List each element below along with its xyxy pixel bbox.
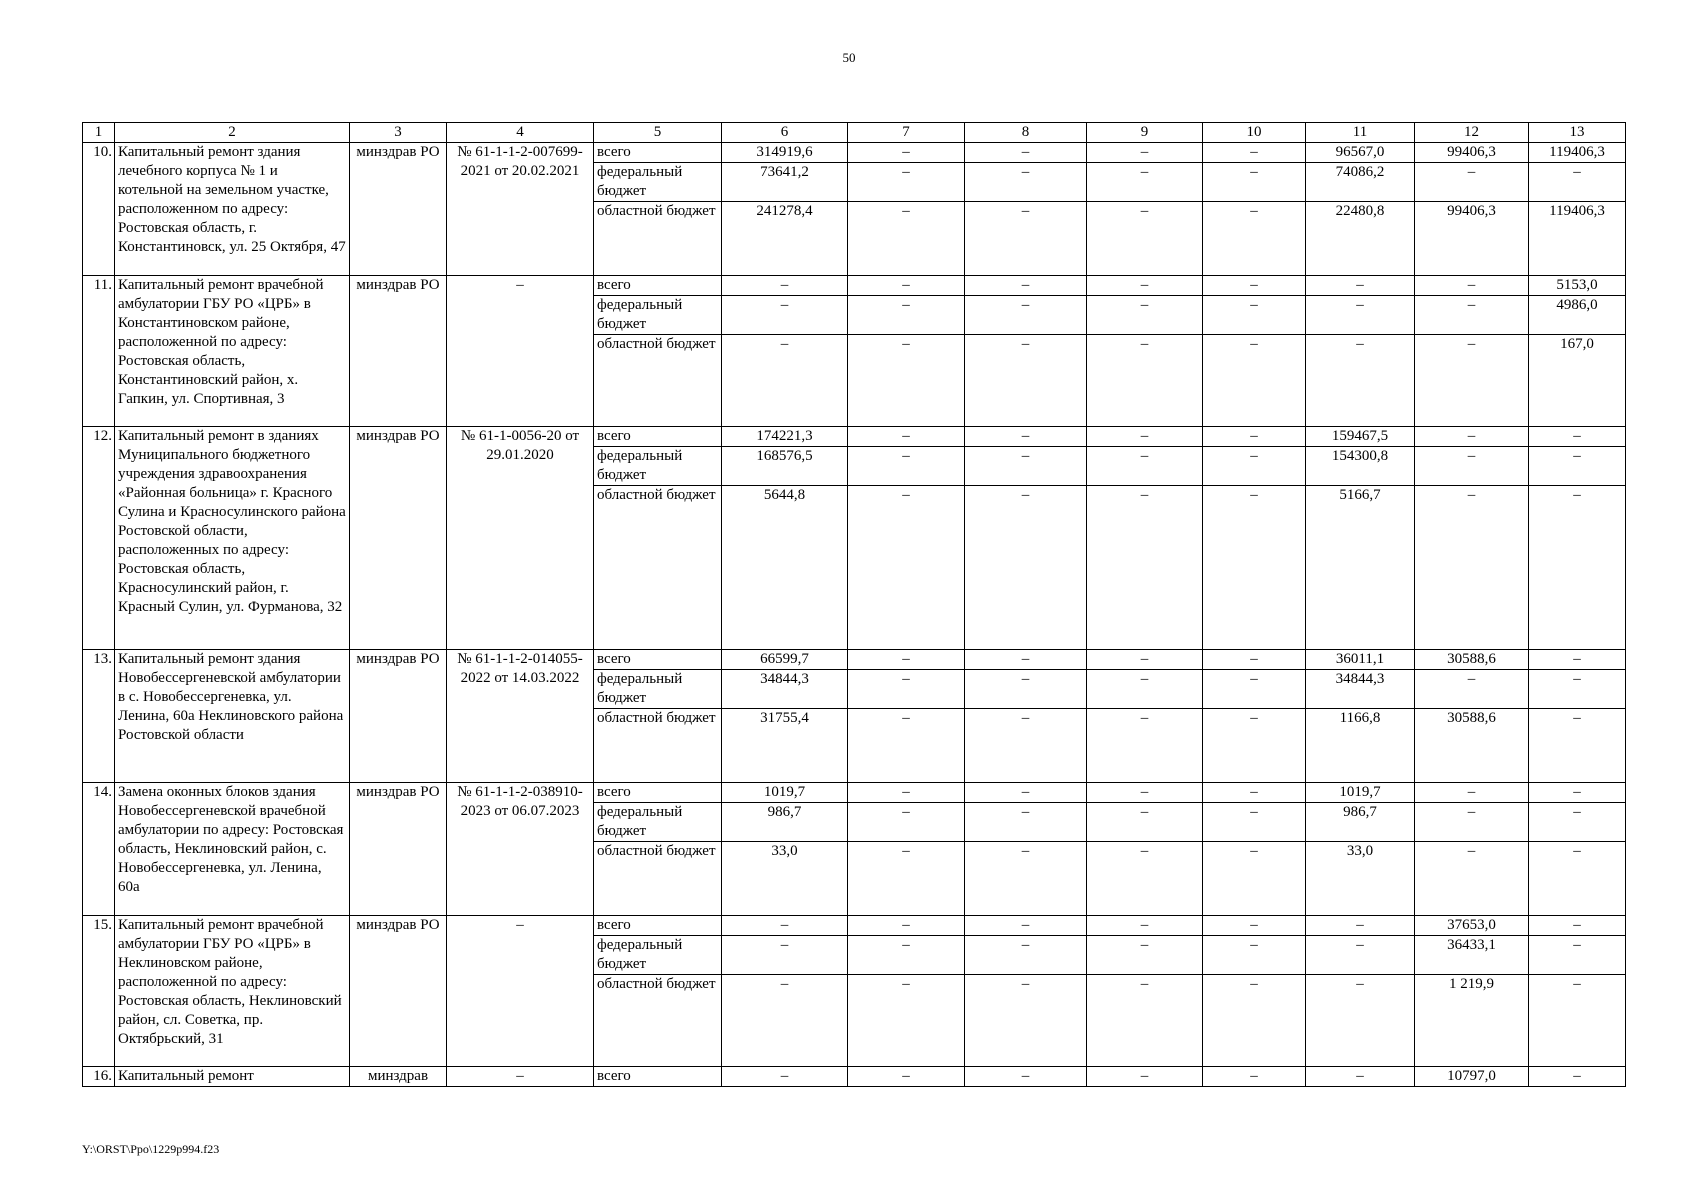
amount-cell: 99406,3	[1415, 143, 1529, 163]
object-name: Замена оконных блоков здания Новобессергеневской врачебной амбулатории по адресу: Ростовская область, Неклиновский район, с. Новобессергеневка, ул. Ленина, 60а	[115, 783, 350, 916]
agency: минздрав РО	[350, 650, 447, 783]
file-path: Y:\ORST\Ppo\1229p994.f23	[82, 1142, 220, 1156]
amount-cell: 96567,0	[1306, 143, 1415, 163]
amount-cell: –	[1087, 916, 1203, 936]
amount-cell: –	[848, 1067, 965, 1087]
amount-cell: –	[848, 936, 965, 975]
amount-cell: –	[848, 486, 965, 650]
amount-cell: –	[965, 486, 1087, 650]
amount-cell: –	[1415, 296, 1529, 335]
amount-cell: –	[1203, 335, 1306, 427]
funding-source: всего	[594, 916, 722, 936]
amount-cell: –	[1087, 803, 1203, 842]
amount-cell: –	[1415, 842, 1529, 916]
column-number: 13	[1529, 123, 1626, 143]
amount-cell: 5153,0	[1529, 276, 1626, 296]
amount-cell: –	[722, 1067, 848, 1087]
amount-cell: –	[1415, 335, 1529, 427]
amount-cell: –	[1203, 202, 1306, 276]
funding-source: областной бюджет	[594, 842, 722, 916]
amount-cell: 168576,5	[722, 447, 848, 486]
amount-cell: –	[965, 709, 1087, 783]
amount-cell: –	[1203, 143, 1306, 163]
amount-cell: 34844,3	[722, 670, 848, 709]
amount-cell: 31755,4	[722, 709, 848, 783]
amount-cell: –	[1529, 650, 1626, 670]
object-name: Капитальный ремонт в зданиях Муниципального бюджетного учреждения здравоохранения «Районная больница» г. Красного Сулина и Красносулинского района Ростовской области, расположенных по адресу: Ростовская область, Красносулинский район, г. Красный Сулин, ул. Фурманова, 32	[115, 427, 350, 650]
amount-cell: –	[965, 296, 1087, 335]
amount-cell: –	[848, 842, 965, 916]
amount-cell: –	[848, 202, 965, 276]
amount-cell: –	[965, 427, 1087, 447]
table-row	[83, 1067, 1626, 1087]
amount-cell: –	[1415, 783, 1529, 803]
object-name: Капитальный ремонт здания лечебного корпуса № 1 и котельной на земельном участке, расположенном по адресу: Ростовская область, г. Константиновск, ул. 25 Октября, 47	[115, 143, 350, 276]
column-number: 11	[1306, 123, 1415, 143]
amount-cell: –	[965, 447, 1087, 486]
amount-cell: 119406,3	[1529, 143, 1626, 163]
funding-source: всего	[594, 650, 722, 670]
amount-cell: –	[1203, 296, 1306, 335]
amount-cell: –	[1087, 427, 1203, 447]
column-number-row	[83, 123, 1626, 143]
amount-cell: –	[848, 447, 965, 486]
amount-cell: –	[1203, 783, 1306, 803]
amount-cell: 74086,2	[1306, 163, 1415, 202]
column-number: 7	[848, 123, 965, 143]
amount-cell: –	[722, 975, 848, 1067]
amount-cell: –	[1529, 975, 1626, 1067]
column-number: 4	[447, 123, 594, 143]
amount-cell: –	[1087, 1067, 1203, 1087]
amount-cell: –	[1529, 783, 1626, 803]
object-name: Капитальный ремонт	[115, 1067, 350, 1087]
amount-cell: 66599,7	[722, 650, 848, 670]
amount-cell: –	[965, 1067, 1087, 1087]
amount-cell: 37653,0	[1415, 916, 1529, 936]
amount-cell: –	[848, 803, 965, 842]
amount-cell: 1019,7	[1306, 783, 1415, 803]
amount-cell: 73641,2	[722, 163, 848, 202]
amount-cell: 154300,8	[1306, 447, 1415, 486]
amount-cell: –	[1087, 486, 1203, 650]
amount-cell: 22480,8	[1306, 202, 1415, 276]
amount-cell: –	[1087, 709, 1203, 783]
agency: минздрав	[350, 1067, 447, 1087]
amount-cell: 1 219,9	[1415, 975, 1529, 1067]
amount-cell: –	[1306, 296, 1415, 335]
amount-cell: –	[848, 975, 965, 1067]
amount-cell: –	[1306, 276, 1415, 296]
amount-cell: –	[848, 335, 965, 427]
amount-cell: 30588,6	[1415, 650, 1529, 670]
amount-cell: –	[1529, 670, 1626, 709]
document-number: № 61-1-1-2-038910-2023 от 06.07.2023	[447, 783, 594, 916]
amount-cell: 986,7	[722, 803, 848, 842]
table-row	[83, 427, 1626, 447]
amount-cell: –	[1529, 842, 1626, 916]
document-number: –	[447, 916, 594, 1067]
amount-cell: –	[1529, 709, 1626, 783]
amount-cell: –	[965, 276, 1087, 296]
amount-cell: –	[1087, 276, 1203, 296]
agency: минздрав РО	[350, 783, 447, 916]
agency: минздрав РО	[350, 916, 447, 1067]
amount-cell: 36433,1	[1415, 936, 1529, 975]
amount-cell: –	[1087, 783, 1203, 803]
amount-cell: –	[722, 335, 848, 427]
amount-cell: 4986,0	[1529, 296, 1626, 335]
agency: минздрав РО	[350, 427, 447, 650]
item-number: 11.	[83, 276, 115, 427]
column-number: 5	[594, 123, 722, 143]
funding-source: всего	[594, 1067, 722, 1087]
amount-cell: –	[1203, 842, 1306, 916]
amount-cell: –	[965, 143, 1087, 163]
amount-cell: –	[1087, 143, 1203, 163]
item-number: 10.	[83, 143, 115, 276]
funding-source: федеральный бюджет	[594, 447, 722, 486]
column-number: 8	[965, 123, 1087, 143]
amount-cell: –	[848, 709, 965, 783]
amount-cell: –	[1529, 936, 1626, 975]
funding-source: всего	[594, 427, 722, 447]
document-number: –	[447, 276, 594, 427]
amount-cell: –	[1306, 335, 1415, 427]
amount-cell: –	[1203, 163, 1306, 202]
column-number: 3	[350, 123, 447, 143]
amount-cell: –	[1203, 975, 1306, 1067]
document-number: –	[447, 1067, 594, 1087]
item-number: 15.	[83, 916, 115, 1067]
amount-cell: –	[1087, 670, 1203, 709]
amount-cell: 33,0	[1306, 842, 1415, 916]
funding-source: федеральный бюджет	[594, 670, 722, 709]
amount-cell: –	[1415, 486, 1529, 650]
amount-cell: –	[1087, 296, 1203, 335]
amount-cell: 159467,5	[1306, 427, 1415, 447]
amount-cell: 5644,8	[722, 486, 848, 650]
amount-cell: –	[965, 650, 1087, 670]
amount-cell: 99406,3	[1415, 202, 1529, 276]
amount-cell: 34844,3	[1306, 670, 1415, 709]
amount-cell: –	[1087, 842, 1203, 916]
amount-cell: –	[1529, 1067, 1626, 1087]
funding-source: областной бюджет	[594, 975, 722, 1067]
amount-cell: –	[1306, 936, 1415, 975]
funding-source: областной бюджет	[594, 486, 722, 650]
amount-cell: 119406,3	[1529, 202, 1626, 276]
amount-cell: –	[848, 650, 965, 670]
agency: минздрав РО	[350, 276, 447, 427]
object-name: Капитальный ремонт врачебной амбулатории ГБУ РО «ЦРБ» в Неклиновском районе, расположенной по адресу: Ростовская область, Неклиновский район, сл. Советка, пр. Октябрьский, 31	[115, 916, 350, 1067]
item-number: 16.	[83, 1067, 115, 1087]
amount-cell: –	[1203, 670, 1306, 709]
amount-cell: –	[1529, 427, 1626, 447]
item-number: 12.	[83, 427, 115, 650]
amount-cell: –	[1203, 936, 1306, 975]
amount-cell: –	[848, 670, 965, 709]
amount-cell: –	[1415, 163, 1529, 202]
amount-cell: –	[965, 335, 1087, 427]
amount-cell: –	[1087, 202, 1203, 276]
amount-cell: –	[1087, 163, 1203, 202]
amount-cell: –	[965, 803, 1087, 842]
column-number: 10	[1203, 123, 1306, 143]
column-number: 12	[1415, 123, 1529, 143]
funding-source: всего	[594, 783, 722, 803]
document-number: № 61-1-1-2-014055-2022 от 14.03.2022	[447, 650, 594, 783]
amount-cell: –	[1203, 447, 1306, 486]
amount-cell: –	[1087, 936, 1203, 975]
amount-cell: 314919,6	[722, 143, 848, 163]
table-row	[83, 916, 1626, 936]
document-number: № 61-1-0056-20 от 29.01.2020	[447, 427, 594, 650]
amount-cell: –	[1306, 1067, 1415, 1087]
amount-cell: –	[1529, 447, 1626, 486]
amount-cell: –	[965, 842, 1087, 916]
amount-cell: –	[1529, 916, 1626, 936]
amount-cell: –	[848, 163, 965, 202]
object-name: Капитальный ремонт здания Новобессергеневской амбулатории в с. Новобессергеневка, ул. Ленина, 60а Неклиновского района Ростовской области	[115, 650, 350, 783]
amount-cell: –	[1203, 276, 1306, 296]
amount-cell: –	[1415, 447, 1529, 486]
amount-cell: –	[965, 975, 1087, 1067]
amount-cell: –	[1203, 1067, 1306, 1087]
funding-source: областной бюджет	[594, 202, 722, 276]
amount-cell: 33,0	[722, 842, 848, 916]
funding-source: областной бюджет	[594, 709, 722, 783]
amount-cell: –	[1415, 670, 1529, 709]
table-row	[83, 783, 1626, 803]
amount-cell: –	[1203, 803, 1306, 842]
agency: минздрав РО	[350, 143, 447, 276]
column-number: 1	[83, 123, 115, 143]
amount-cell: –	[848, 276, 965, 296]
amount-cell: –	[1529, 486, 1626, 650]
amount-cell: –	[965, 202, 1087, 276]
funding-source: всего	[594, 143, 722, 163]
amount-cell: 167,0	[1529, 335, 1626, 427]
funding-source: федеральный бюджет	[594, 936, 722, 975]
amount-cell: –	[722, 296, 848, 335]
amount-cell: 1166,8	[1306, 709, 1415, 783]
amount-cell: –	[848, 296, 965, 335]
amount-cell: –	[1415, 276, 1529, 296]
amount-cell: 174221,3	[722, 427, 848, 447]
amount-cell: –	[1529, 803, 1626, 842]
amount-cell: –	[1087, 975, 1203, 1067]
column-number: 2	[115, 123, 350, 143]
amount-cell: –	[1087, 447, 1203, 486]
table-row	[83, 276, 1626, 296]
amount-cell: –	[1203, 427, 1306, 447]
page-number: 50	[842, 50, 856, 65]
amount-cell: –	[965, 916, 1087, 936]
funding-source: федеральный бюджет	[594, 296, 722, 335]
amount-cell: –	[1529, 163, 1626, 202]
amount-cell: –	[722, 276, 848, 296]
amount-cell: –	[848, 143, 965, 163]
amount-cell: –	[1415, 803, 1529, 842]
amount-cell: –	[1306, 916, 1415, 936]
amount-cell: –	[722, 936, 848, 975]
amount-cell: –	[1415, 427, 1529, 447]
budget-table	[82, 122, 1626, 1087]
amount-cell: –	[848, 916, 965, 936]
amount-cell: –	[1306, 975, 1415, 1067]
table-row	[83, 650, 1626, 670]
amount-cell: –	[1087, 335, 1203, 427]
amount-cell: 1019,7	[722, 783, 848, 803]
funding-source: федеральный бюджет	[594, 163, 722, 202]
item-number: 14.	[83, 783, 115, 916]
amount-cell: –	[1203, 709, 1306, 783]
amount-cell: –	[848, 427, 965, 447]
amount-cell: 241278,4	[722, 202, 848, 276]
amount-cell: –	[965, 936, 1087, 975]
table-row	[83, 143, 1626, 163]
document-number: № 61-1-1-2-007699-2021 от 20.02.2021	[447, 143, 594, 276]
funding-source: федеральный бюджет	[594, 803, 722, 842]
amount-cell: –	[1203, 650, 1306, 670]
amount-cell: –	[848, 783, 965, 803]
amount-cell: 986,7	[1306, 803, 1415, 842]
amount-cell: 30588,6	[1415, 709, 1529, 783]
amount-cell: –	[965, 670, 1087, 709]
amount-cell: 36011,1	[1306, 650, 1415, 670]
column-number: 9	[1087, 123, 1203, 143]
amount-cell: 10797,0	[1415, 1067, 1529, 1087]
amount-cell: 5166,7	[1306, 486, 1415, 650]
object-name: Капитальный ремонт врачебной амбулатории ГБУ РО «ЦРБ» в Константиновском районе, расположенной по адресу: Ростовская область, Константиновский район, х. Гапкин, ул. Спортивная, 3	[115, 276, 350, 427]
amount-cell: –	[965, 783, 1087, 803]
amount-cell: –	[1087, 650, 1203, 670]
column-number: 6	[722, 123, 848, 143]
amount-cell: –	[965, 163, 1087, 202]
funding-source: всего	[594, 276, 722, 296]
amount-cell: –	[722, 916, 848, 936]
amount-cell: –	[1203, 916, 1306, 936]
item-number: 13.	[83, 650, 115, 783]
amount-cell: –	[1203, 486, 1306, 650]
funding-source: областной бюджет	[594, 335, 722, 427]
